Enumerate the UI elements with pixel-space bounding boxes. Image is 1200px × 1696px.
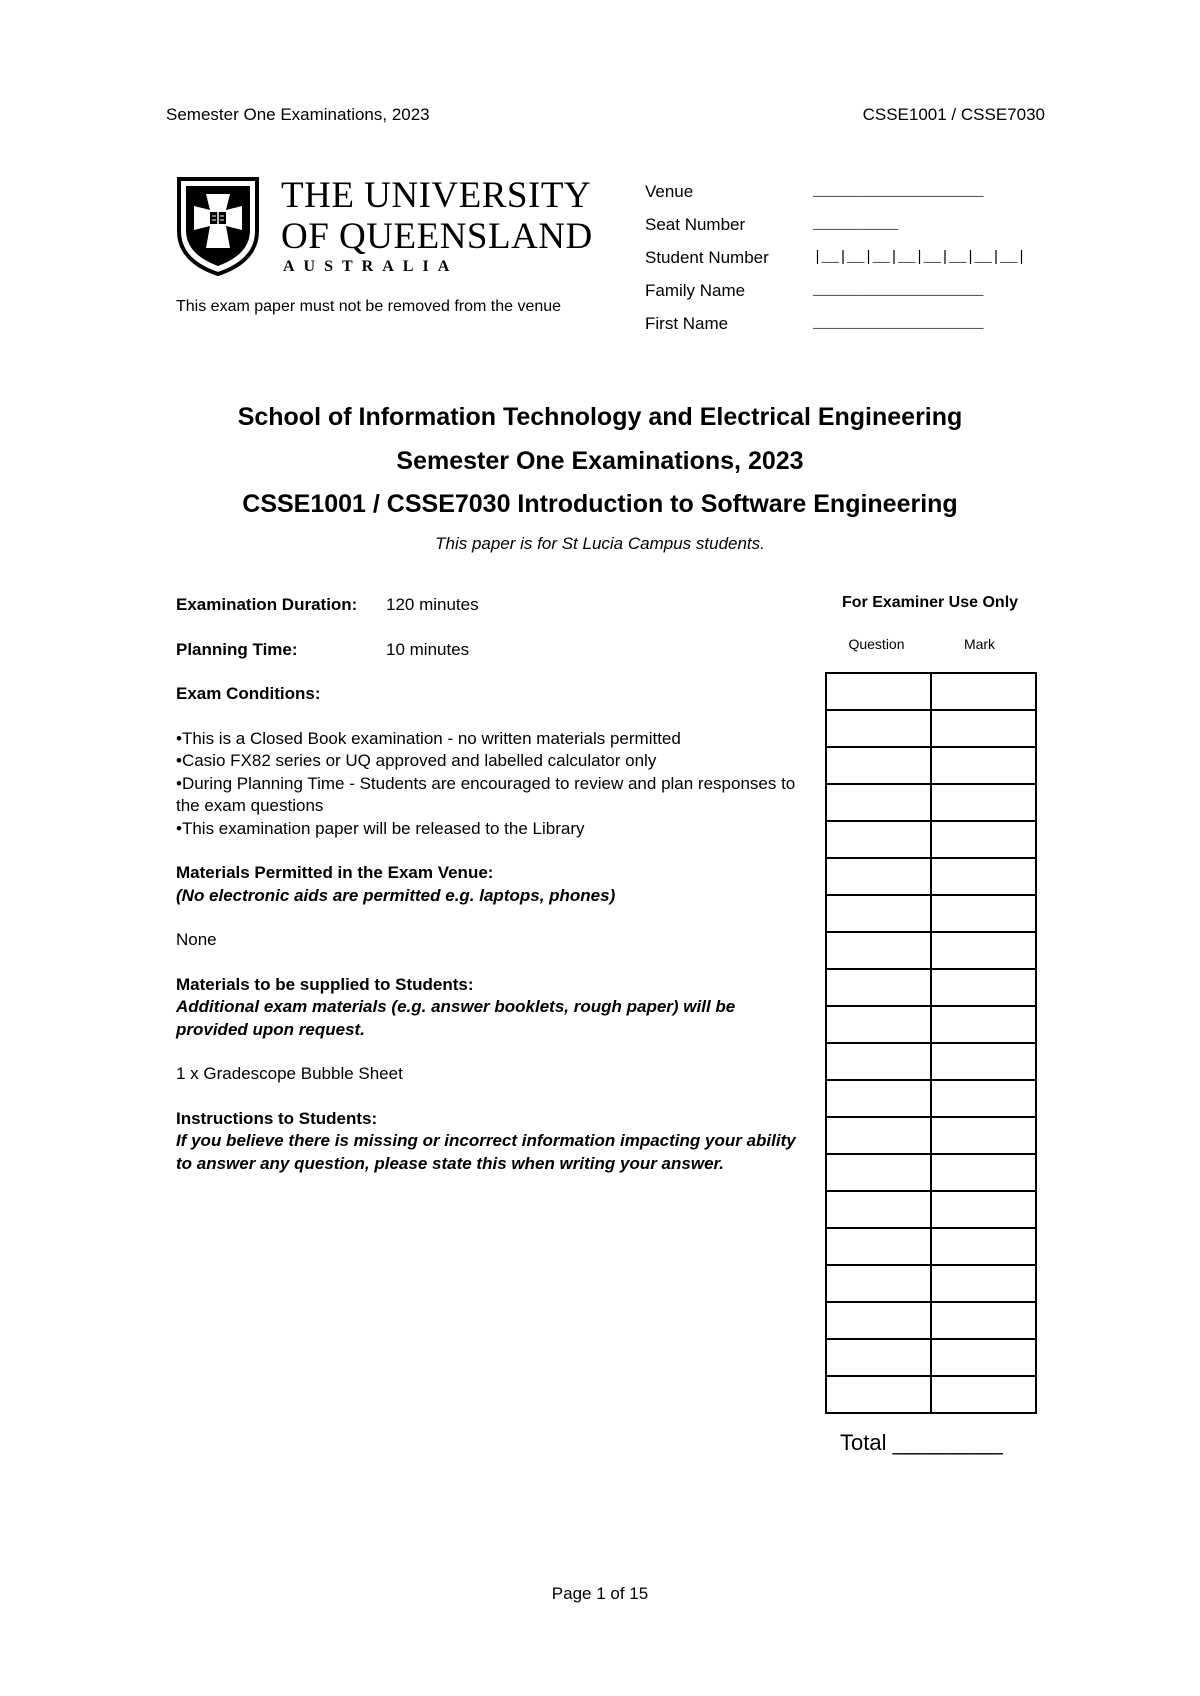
student-number-label: Student Number [645, 247, 769, 267]
first-name-field[interactable]: ____________________ [813, 315, 984, 332]
mark-row [826, 673, 1036, 710]
semester-title: Semester One Examinations, 2023 [396, 447, 804, 475]
mark-cell[interactable] [931, 932, 1036, 969]
question-cell[interactable] [826, 1043, 931, 1080]
family-name-field[interactable]: ____________________ [813, 282, 984, 299]
question-cell[interactable] [826, 821, 931, 858]
question-cell[interactable] [826, 895, 931, 932]
logo-wordmark-line2: OF QUEENSLAND [281, 216, 593, 257]
venue-field[interactable]: ____________________ [813, 183, 984, 200]
duration-label: Examination Duration: [176, 595, 358, 614]
conditions-heading: Exam Conditions: [176, 684, 321, 703]
mark-cell[interactable] [931, 1043, 1036, 1080]
mark-row [826, 1376, 1036, 1413]
mark-row [826, 1302, 1036, 1339]
mark-cell[interactable] [931, 1117, 1036, 1154]
logo-wordmark-line1: THE UNIVERSITY [281, 175, 592, 216]
mark-cell[interactable] [931, 784, 1036, 821]
planning-value: 10 minutes [386, 639, 470, 659]
supplied-value: 1 x Gradescope Bubble Sheet [176, 1064, 403, 1083]
mark-column-header: Mark [963, 636, 996, 652]
mark-cell[interactable] [931, 821, 1036, 858]
question-cell[interactable] [826, 673, 931, 710]
first-name-row [645, 307, 1026, 340]
mark-row [826, 969, 1036, 1006]
mark-cell[interactable] [931, 1228, 1036, 1265]
mark-cell[interactable] [931, 1302, 1036, 1339]
mark-cell[interactable] [931, 1339, 1036, 1376]
question-cell[interactable] [826, 1154, 931, 1191]
student-number-field[interactable]: |__|__|__|__|__|__|__|__| [813, 249, 1026, 266]
venue-label: Venue [645, 181, 694, 201]
permitted-heading: Materials Permitted in the Exam Venue: [176, 863, 494, 882]
mark-row [826, 1117, 1036, 1154]
first-name-label: First Name [645, 313, 729, 333]
duration-value: 120 minutes [386, 595, 479, 614]
duration-row [176, 594, 796, 617]
mark-row [826, 895, 1036, 932]
mark-row [826, 747, 1036, 784]
mark-row [826, 821, 1036, 858]
condition-item: •During Planning Time - Students are encouraged to review and plan responses to the exam questions [176, 773, 796, 815]
total-field[interactable]: Total _________ [840, 1430, 1003, 1455]
supplied-heading: Materials to be supplied to Students: [176, 974, 474, 994]
mark-cell[interactable] [931, 1006, 1036, 1043]
school-title: School of Information Technology and Electrical Engineering [237, 403, 963, 431]
examiner-title: For Examiner Use Only [841, 594, 1019, 611]
conditions-list [176, 728, 796, 841]
mark-cell[interactable] [931, 1265, 1036, 1302]
venue-row [645, 175, 1026, 208]
mark-cell[interactable] [931, 858, 1036, 895]
mark-cell[interactable] [931, 710, 1036, 747]
question-cell[interactable] [826, 969, 931, 1006]
mark-row [826, 1043, 1036, 1080]
supplied-section [176, 974, 796, 1042]
logo-country: AUSTRALIA [283, 258, 459, 275]
instructions-note: If you believe there is missing or incorrect information impacting your ability to answer any question, please state this when writing your answer. [176, 1131, 796, 1173]
seat-number-row [645, 208, 1026, 241]
mark-row [826, 784, 1036, 821]
question-cell[interactable] [826, 1339, 931, 1376]
header-right: CSSE1001 / CSSE7030 [862, 105, 1045, 124]
supplied-note: Additional exam materials (e.g. answer booklets, rough paper) will be provided upon request. [176, 997, 736, 1039]
mark-cell[interactable] [931, 747, 1036, 784]
student-number-row [645, 241, 1026, 274]
mark-row [826, 1339, 1036, 1376]
mark-row [826, 1080, 1036, 1117]
instructions-section [176, 1108, 796, 1176]
mark-cell[interactable] [931, 1191, 1036, 1228]
question-cell[interactable] [826, 1265, 931, 1302]
header-left: Semester One Examinations, 2023 [166, 105, 430, 124]
mark-cell[interactable] [931, 1080, 1036, 1117]
mark-row [826, 1191, 1036, 1228]
mark-row [826, 710, 1036, 747]
mark-row [826, 858, 1036, 895]
venue-note: This exam paper must not be removed from the venue [176, 298, 562, 315]
question-cell[interactable] [826, 932, 931, 969]
uq-crest-icon [176, 176, 260, 276]
mark-row [826, 1265, 1036, 1302]
question-cell[interactable] [826, 784, 931, 821]
mark-row [826, 1006, 1036, 1043]
permitted-value: None [176, 930, 217, 949]
question-cell[interactable] [826, 1376, 931, 1413]
question-cell[interactable] [826, 1080, 931, 1117]
mark-cell[interactable] [931, 673, 1036, 710]
question-cell[interactable] [826, 1228, 931, 1265]
mark-row [826, 1228, 1036, 1265]
permitted-section [176, 862, 796, 907]
page-number: Page 1 of 15 [551, 1584, 649, 1603]
marks-table [825, 672, 1037, 1414]
mark-cell[interactable] [931, 1154, 1036, 1191]
question-cell[interactable] [826, 1302, 931, 1339]
question-cell[interactable] [826, 747, 931, 784]
university-logo [176, 175, 593, 281]
question-cell[interactable] [826, 710, 931, 747]
student-details [645, 175, 1026, 340]
condition-item: •Casio FX82 series or UQ approved and labelled calculator only [176, 751, 657, 770]
question-cell[interactable] [826, 1006, 931, 1043]
condition-item: •This is a Closed Book examination - no written materials permitted [176, 728, 681, 748]
question-cell[interactable] [826, 1191, 931, 1228]
mark-cell[interactable] [931, 1376, 1036, 1413]
mark-row [826, 1154, 1036, 1191]
permitted-note: (No electronic aids are permitted e.g. laptops, phones) [176, 885, 616, 905]
seat-number-label: Seat Number [645, 214, 746, 234]
condition-item: •This examination paper will be released to the Library [176, 818, 585, 838]
mark-cell[interactable] [931, 895, 1036, 932]
planning-row [176, 639, 796, 662]
family-name-row [645, 274, 1026, 307]
exam-info [176, 594, 796, 1175]
campus-note: This paper is for St Lucia Campus students. [435, 534, 765, 553]
question-cell[interactable] [826, 858, 931, 895]
question-column-header: Question [848, 636, 905, 652]
seat-number-field[interactable]: __________ [813, 216, 899, 233]
instructions-heading: Instructions to Students: [176, 1108, 378, 1128]
course-title: CSSE1001 / CSSE7030 Introduction to Software Engineering [242, 490, 958, 518]
planning-label: Planning Time: [176, 639, 298, 659]
mark-cell[interactable] [931, 969, 1036, 1006]
mark-row [826, 932, 1036, 969]
family-name-label: Family Name [645, 280, 746, 300]
question-cell[interactable] [826, 1117, 931, 1154]
